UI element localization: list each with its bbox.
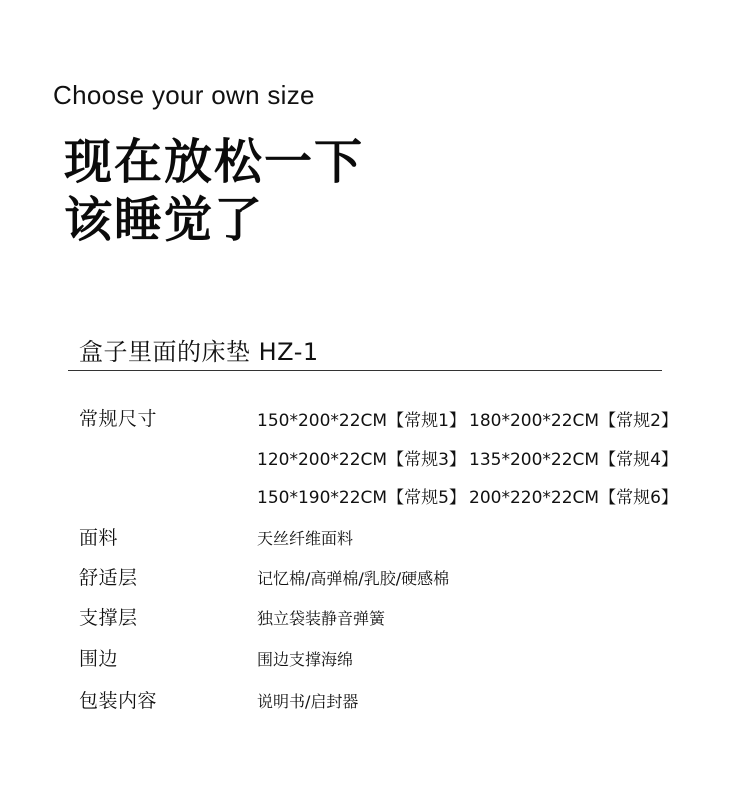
size-option-5: 150*190*22CM【常规5】: [257, 488, 466, 508]
spec-label-comfort: 舒适层: [79, 567, 138, 589]
size-option-1: 150*200*22CM【常规1】: [257, 411, 466, 431]
spec-label-sizes: 常规尺寸: [79, 408, 158, 430]
size-option-4: 135*200*22CM【常规4】: [469, 450, 678, 470]
spec-label-edge: 围边: [79, 648, 119, 670]
spec-value-package: 说明书/启封器: [257, 692, 359, 711]
spec-value-support: 独立袋装静音弹簧: [257, 609, 386, 628]
product-title: 盒子里面的床垫 HZ-1: [79, 338, 319, 366]
spec-label-fabric: 面料: [79, 527, 119, 549]
spec-value-comfort: 记忆棉/高弹棉/乳胶/硬感棉: [257, 569, 450, 588]
spec-value-edge: 围边支撑海绵: [257, 650, 354, 669]
tagline: Choose your own size: [53, 80, 315, 110]
size-option-2: 180*200*22CM【常规2】: [469, 411, 678, 431]
size-option-3: 120*200*22CM【常规3】: [257, 450, 466, 470]
size-option-6: 200*220*22CM【常规6】: [469, 488, 678, 508]
headline-line-1: 现在放松一下: [64, 134, 365, 190]
spec-value-fabric: 天丝纤维面料: [257, 529, 354, 548]
spec-label-support: 支撑层: [79, 607, 138, 629]
divider: [68, 370, 662, 371]
spec-label-package: 包装内容: [79, 690, 158, 712]
headline-line-2: 该睡觉了: [64, 192, 265, 248]
